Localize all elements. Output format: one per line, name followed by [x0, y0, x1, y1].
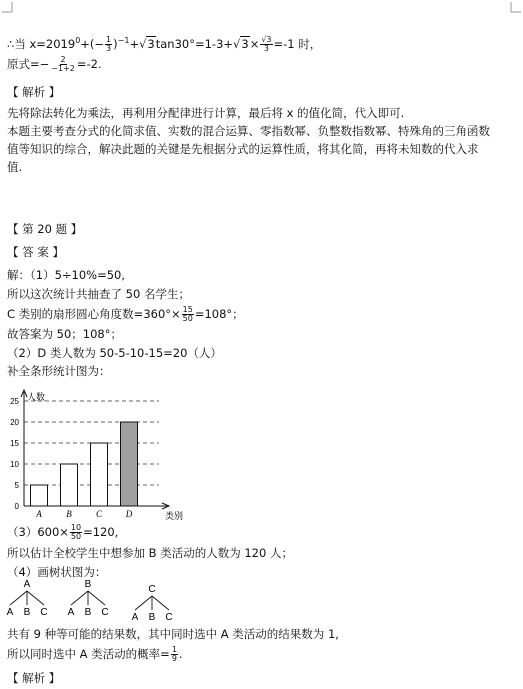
x-tick-label: A	[36, 509, 42, 519]
tree-leaf-label: C	[101, 607, 109, 618]
tree-leaf-label: B	[23, 607, 31, 618]
solution-line: （4）画树状图为：	[7, 565, 107, 579]
tree-leaf-label: B	[148, 612, 156, 623]
x-tick-label: D	[125, 509, 133, 519]
tree-root-label: C	[148, 584, 156, 595]
eq-text: ∴当 x=2019	[7, 36, 76, 51]
y-tick-label: 20	[10, 418, 19, 427]
y-tick-label: 0	[14, 502, 19, 511]
fraction	[105, 36, 112, 53]
tree-branch	[152, 596, 169, 610]
eq-text: =108°；	[194, 307, 244, 321]
eq-text: =120,	[83, 525, 119, 539]
frac-den: 50	[70, 532, 82, 541]
tree-leaf-label: C	[40, 607, 48, 618]
eq-text: 原式=−	[7, 57, 50, 71]
frac-num: √3	[261, 34, 272, 44]
analysis-heading: 【 解析 】	[7, 85, 61, 99]
fraction	[171, 646, 178, 663]
sqrt-arg: 3	[241, 36, 249, 51]
eq-text: 所以同时选中 A 类活动的概率=	[7, 647, 170, 661]
bar	[61, 464, 78, 506]
question-heading: 【 第 20 题 】	[7, 222, 83, 236]
frac-den: 9	[171, 654, 177, 663]
y-tick-label: 25	[10, 397, 19, 406]
tree-branch	[71, 591, 88, 605]
y-axis-label: 人数	[27, 393, 46, 403]
tree-root-label: A	[23, 579, 31, 590]
crop-mark-top-left	[2, 2, 14, 14]
tree-diagram	[0, 575, 200, 627]
solution-line: （2）D 类人数为 50-5-10-15=20（人）	[7, 346, 222, 360]
frac-den: 3	[106, 43, 112, 53]
eq-text: +√	[129, 36, 147, 51]
x-axis-label: 类别	[165, 512, 184, 520]
fraction	[50, 56, 76, 73]
frac-num: 10	[70, 523, 82, 532]
eq-text: C 类别的扇形圆心角度数=360°×	[7, 307, 181, 321]
eq-text: +(−	[80, 36, 105, 51]
solution-line	[7, 646, 183, 663]
tree-leaf-label: B	[84, 607, 92, 618]
x-tick-label: C	[95, 509, 103, 519]
solution-line: 所以估计全校学生中想参加 B 类活动的人数为 120 人；	[7, 546, 293, 560]
frac-num: 1	[106, 34, 112, 44]
eq-text: tan30°=1-3+√	[155, 36, 241, 51]
solution-line: 故答案为 50；108°；	[7, 327, 122, 341]
eq-text: （3）600×	[7, 525, 69, 539]
tree-leaf-label: A	[131, 612, 139, 623]
crop-mark-top-right	[509, 2, 521, 14]
frac-num: 2	[60, 55, 66, 64]
eq-text: ×	[249, 36, 260, 51]
y-tick-label: 10	[10, 460, 19, 469]
eq-sup: 0	[75, 36, 81, 45]
equation-line-1	[7, 33, 321, 53]
x-tick-label: B	[66, 509, 72, 519]
fraction	[260, 36, 272, 53]
bar	[91, 443, 108, 506]
frac-den: 3	[263, 43, 269, 53]
frac-num: 1	[171, 645, 177, 654]
solution-line: 解：（1）5÷10%=50,	[7, 268, 126, 282]
frac-den: 50	[182, 314, 193, 323]
frac-den: −1+2	[51, 64, 75, 73]
tree-branch	[88, 591, 105, 605]
eq-sup: −1	[117, 36, 130, 45]
solution-line: 所以这次统计共抽查了 50 名学生；	[7, 287, 190, 301]
analysis-paragraph: 值.	[7, 160, 23, 174]
sqrt-arg: 3	[147, 36, 155, 51]
solution-line: 补全条形统计图为：	[7, 364, 111, 378]
tree-root-label: B	[84, 579, 92, 590]
solution-line	[7, 306, 244, 323]
tree-branch	[10, 591, 27, 605]
bar-chart	[0, 380, 200, 520]
tree-branch	[135, 596, 152, 610]
bar	[121, 422, 138, 506]
bar	[31, 485, 48, 506]
fraction	[70, 524, 82, 541]
analysis-paragraph: 值等知识的综合，解决此题的关键是先根据分式的运算性质，将其化简，再将未知数的代入求	[7, 142, 479, 156]
eq-text: .	[178, 647, 183, 661]
answer-heading: 【 答 案 】	[7, 245, 64, 259]
equation-line-2	[7, 56, 102, 73]
analysis-paragraph: 本题主要考查分式的化简求值、实数的混合运算、零指数幂、负整数指数幂、特殊角的三角函数	[7, 124, 490, 138]
tree-leaf-label: A	[67, 607, 75, 618]
eq-text: =-1 时，	[273, 36, 322, 51]
solution-line	[7, 524, 118, 541]
eq-text: )	[113, 36, 118, 51]
y-tick-label: 5	[14, 481, 19, 490]
tree-leaf-label: C	[165, 612, 173, 623]
analysis-paragraph: 先将除法转化为乘法，再利用分配律进行计算，最后将 x 的值化简，代入即可.	[7, 106, 405, 120]
tree-branch	[27, 591, 44, 605]
analysis-heading: 【 解析 】	[7, 671, 61, 685]
tree-leaf-label: A	[6, 607, 14, 618]
solution-line: 共有 9 种等可能的结果数，其中同时选中 A 类活动的结果数为 1,	[7, 627, 339, 641]
y-tick-label: 15	[10, 439, 19, 448]
frac-num: 15	[182, 305, 193, 314]
fraction	[182, 306, 194, 323]
eq-text: =-2.	[76, 57, 102, 71]
